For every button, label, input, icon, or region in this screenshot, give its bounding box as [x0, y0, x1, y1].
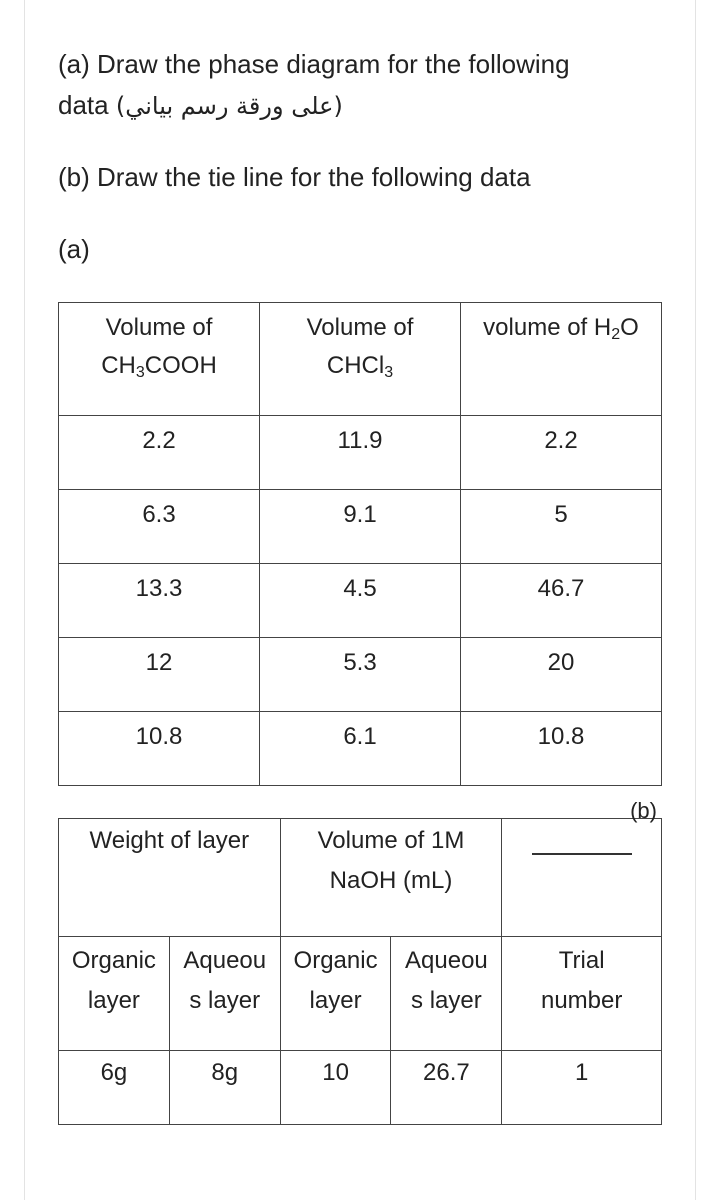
- cell-ch3cooh: 2.2: [59, 416, 260, 490]
- table-subheader-row: [59, 937, 662, 1051]
- question-a-line2: [58, 88, 343, 123]
- cell-chcl3: 5.3: [260, 638, 461, 712]
- table-row: [59, 416, 662, 490]
- header-formula: $CH_3COOH$: [101, 352, 217, 381]
- cell-h2o: 5: [461, 490, 662, 564]
- subheader-organic-weight: Organic layer: [59, 937, 170, 1051]
- cell-h2o: 2.2: [461, 416, 662, 490]
- header-volume-naoh: [280, 819, 502, 937]
- section-b-label: (b): [630, 798, 657, 823]
- subheader-aqueous-volume: Aqueou s layer: [391, 937, 502, 1051]
- header-formula: CHCl$_3$: [326, 352, 394, 381]
- question-a-line1: (a) Draw the phase diagram for the following: [58, 49, 570, 79]
- tie-line-data-table: [58, 798, 662, 1125]
- cell-h2o: 20: [461, 638, 662, 712]
- table-row: [59, 638, 662, 712]
- header-volume-line2: NaOH (mL): [329, 867, 453, 894]
- cell-ch3cooh: 13.3: [59, 564, 260, 638]
- question-a-line2-en: data: [58, 90, 109, 120]
- header-label: Volume of: [306, 314, 414, 341]
- question-a-line2-arabic: (على ورقة رسم بياني): [115, 92, 343, 120]
- cell-aqueous-weight: 8g: [169, 1051, 280, 1125]
- subheader-organic-volume: Organic layer: [280, 937, 391, 1051]
- cell-ch3cooh: 10.8: [59, 712, 260, 786]
- header-label: Volume of: [105, 314, 213, 341]
- table-header-row: [59, 819, 662, 937]
- table-row: [59, 1051, 662, 1125]
- question-b-line: (b) Draw the tie line for the following data: [58, 162, 531, 192]
- header-h2o: [461, 303, 662, 416]
- section-a-label: (a): [58, 234, 90, 264]
- cell-chcl3: 6.1: [260, 712, 461, 786]
- header-blank-cell: [502, 798, 662, 937]
- cell-chcl3: 9.1: [260, 490, 461, 564]
- cell-trial-number: 1: [502, 1051, 662, 1125]
- header-label: volume of $H_2O$: [483, 314, 639, 343]
- table-row: [59, 490, 662, 564]
- cell-h2o: 10.8: [461, 712, 662, 786]
- cell-aqueous-volume: 26.7: [391, 1051, 502, 1125]
- subheader-aqueous-weight: Aqueou s layer: [169, 937, 280, 1051]
- cell-chcl3: 4.5: [260, 564, 461, 638]
- cell-organic-weight: 6g: [59, 1051, 170, 1125]
- cell-ch3cooh: 12: [59, 638, 260, 712]
- table-header-row: [59, 303, 662, 416]
- blank-underline: [532, 853, 632, 855]
- header-ch3cooh: [59, 303, 260, 416]
- table-row: [59, 712, 662, 786]
- header-volume-line1: Volume of 1M: [317, 827, 465, 854]
- phase-diagram-data-table: [58, 302, 662, 786]
- header-chcl3: [260, 303, 461, 416]
- cell-chcl3: 11.9: [260, 416, 461, 490]
- cell-ch3cooh: 6.3: [59, 490, 260, 564]
- table-row: [59, 564, 662, 638]
- header-weight-of-layer: Weight of layer: [59, 819, 281, 937]
- subheader-trial-number: Trial number: [502, 937, 662, 1051]
- cell-organic-volume: 10: [280, 1051, 391, 1125]
- cell-h2o: 46.7: [461, 564, 662, 638]
